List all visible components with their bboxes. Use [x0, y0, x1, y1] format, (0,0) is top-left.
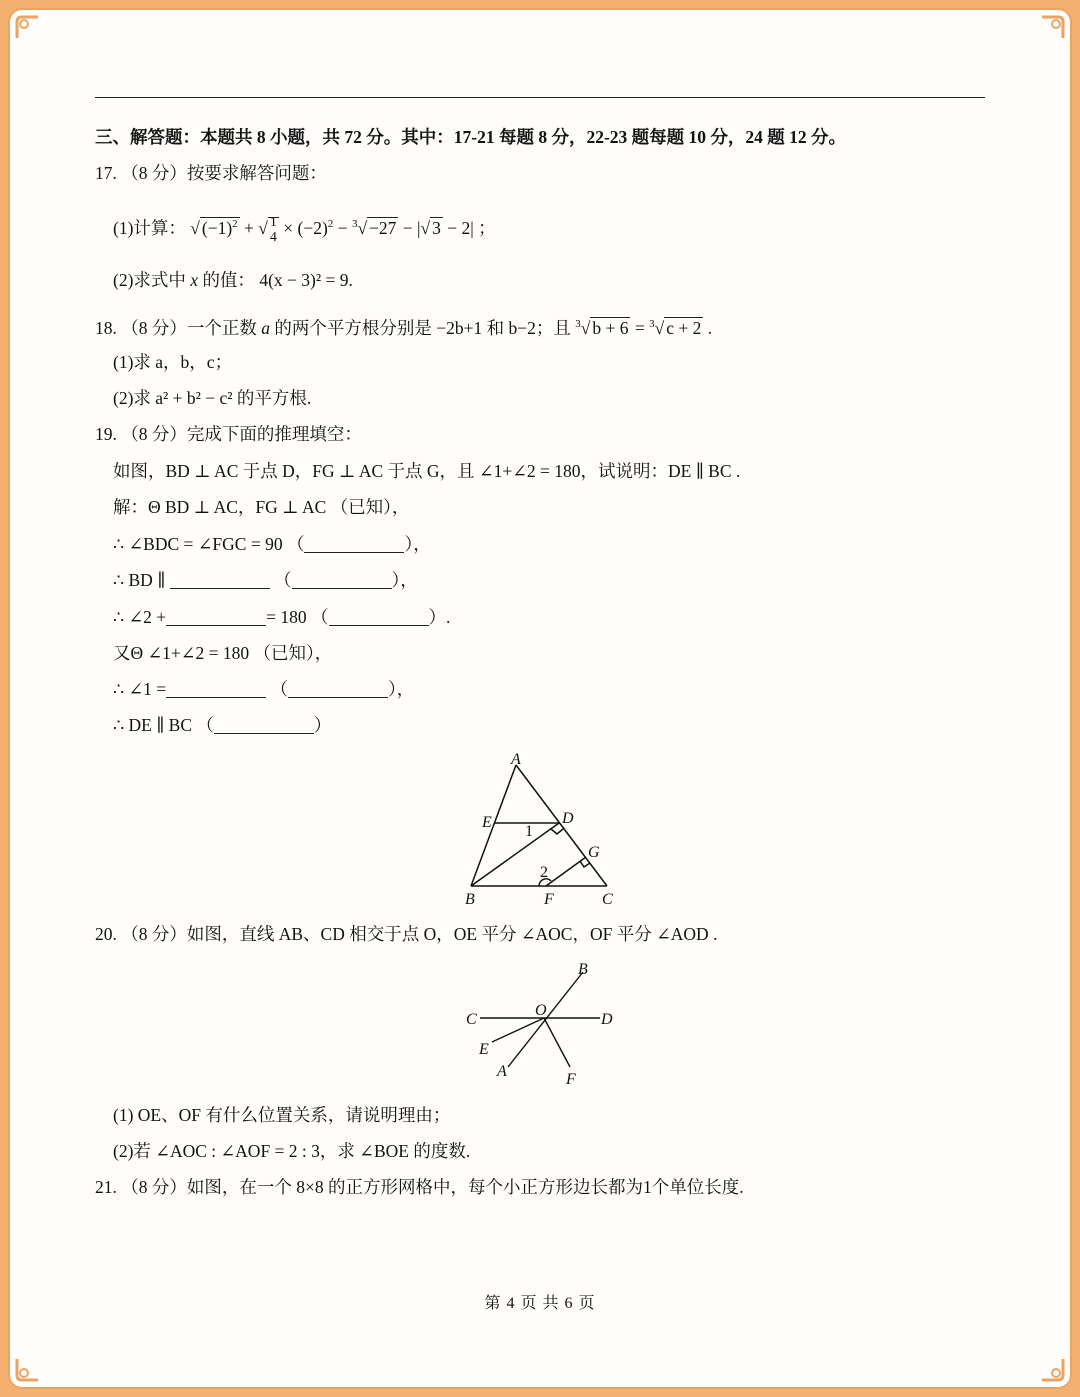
q17-part1 — [113, 212, 496, 245]
question-number: 21. — [95, 1177, 117, 1197]
question-number: 17. — [95, 163, 117, 183]
label-A: A — [497, 1063, 507, 1080]
answer-blank[interactable] — [288, 681, 388, 698]
corner-ornament-icon — [14, 1357, 40, 1383]
q19-step5: 又Θ ∠1+∠2 = 180 （已知）， — [113, 643, 333, 663]
equation: 4(x − 3)² = 9. — [259, 270, 353, 290]
question-number: 20. — [95, 924, 117, 944]
question-18 — [95, 312, 712, 340]
answer-blank[interactable] — [214, 717, 314, 734]
q19-step3 — [113, 568, 418, 592]
question-21 — [95, 1175, 744, 1199]
part-label: (2)求式中 — [113, 270, 186, 290]
math-expression: √ $(-1)^2$ + √ 1 $4 \times (-2)^2 - ^3√ -27$ − |√ 3 − 2| ； — [190, 214, 496, 245]
label-G: G — [588, 844, 600, 861]
q19-step7 — [113, 713, 331, 737]
label-angle-2: 2 — [540, 864, 548, 881]
right-angle-mark — [551, 829, 563, 834]
q20-part1: (1) OE、OF 有什么位置关系，请说明理由； — [113, 1105, 451, 1125]
label-angle-1: 1 — [525, 823, 533, 840]
q19-step4 — [113, 605, 450, 629]
answer-blank[interactable] — [166, 681, 266, 698]
q20-part2: (2)若 ∠AOC : ∠AOF = 2 : 3，求 ∠BOE 的度数. — [113, 1141, 471, 1161]
q18-part2: (2)求 a² + b² − c² 的平方根. — [113, 388, 312, 408]
step-text: ∴ ∠1 = — [113, 679, 167, 699]
label-B: B — [465, 891, 475, 908]
question-text: 的两个平方根分别是 −2b+1 和 b−2；且 — [274, 317, 571, 338]
step-text: ）， — [404, 534, 431, 554]
question-number: 19. — [95, 424, 117, 444]
label-E: E — [482, 814, 492, 831]
question-intro: （8 分）完成下面的推理填空： — [121, 424, 362, 444]
segment-AB — [471, 765, 516, 886]
step-text: ）. — [428, 607, 451, 627]
q17-part2 — [113, 268, 353, 292]
label-D: D — [601, 1011, 613, 1028]
page-footer: 第 4 页 共 6 页 — [484, 1295, 596, 1312]
answer-blank[interactable] — [170, 572, 270, 589]
step-text: = 180 （ — [266, 607, 329, 627]
section-heading: 三、解答题：本题共 8 小题，共 72 分。其中：17-21 每题 8 分，22-23 题每题 10 分，24 题 12 分。 — [95, 127, 847, 147]
part-text: 的值： — [202, 270, 255, 290]
label-E: E — [479, 1041, 489, 1058]
q19-step6 — [113, 677, 414, 701]
q18-part1: (1)求 a，b，c； — [113, 352, 233, 372]
q19-step2 — [113, 532, 431, 556]
corner-ornament-icon — [1040, 14, 1066, 40]
variable: x — [190, 270, 199, 290]
label-O: O — [535, 1002, 547, 1019]
label-C: C — [602, 891, 613, 908]
step-text: （ — [270, 679, 289, 699]
step-text: ∴ BD ∥ — [113, 570, 166, 590]
question-intro: （8 分）如图，在一个 8×8 的正方形网格中，每个小正方形边长都为1个单位长度. — [121, 1177, 744, 1197]
answer-blank[interactable] — [329, 609, 429, 626]
header-rule — [95, 97, 985, 98]
step-text: ）， — [391, 570, 418, 590]
question-intro: （8 分）一个正数 — [121, 317, 257, 338]
step-text: ∴ ∠BDC = ∠FGC = 90 （ — [113, 534, 305, 554]
question-intro: （8 分）如图，直线 AB、CD 相交于点 O，OE 平分 ∠AOC，OF 平分 ∠AOD . — [121, 924, 718, 944]
question-20 — [95, 922, 717, 946]
intersecting-lines-figure — [460, 955, 625, 1090]
q19-step1: 解：Θ BD ⊥ AC，FG ⊥ AC （已知）， — [113, 497, 410, 517]
label-F: F — [544, 891, 554, 908]
label-F: F — [566, 1071, 576, 1088]
step-text: ∴ ∠2 + — [113, 607, 167, 627]
part-label: (1)计算： — [113, 217, 186, 238]
question-intro: （8 分）按要求解答问题： — [121, 163, 327, 183]
ray-OE — [492, 1018, 544, 1042]
q19-given: 如图，BD ⊥ AC 于点 D，FG ⊥ AC 于点 G，且 ∠1+∠2 = 180，试说明：DE ∥ BC . — [113, 461, 741, 481]
label-B: B — [578, 961, 588, 978]
label-C: C — [466, 1011, 477, 1028]
step-text: （ — [274, 570, 292, 590]
variable: a — [261, 317, 270, 338]
label-D: D — [562, 810, 574, 827]
step-text: ）， — [388, 679, 415, 699]
corner-ornament-icon — [14, 14, 40, 40]
answer-blank[interactable] — [292, 572, 392, 589]
math-expression: $^3$√ b + 6 = $^3$√ c + 2 . — [575, 317, 713, 338]
ray-OF — [544, 1018, 570, 1067]
triangle-figure — [455, 745, 625, 910]
step-text: ∴ DE ∥ BC （ — [113, 715, 214, 735]
question-17 — [95, 161, 327, 185]
answer-blank[interactable] — [166, 609, 266, 626]
corner-ornament-icon — [1040, 1357, 1066, 1383]
step-text: ） — [313, 715, 332, 735]
question-number: 18. — [95, 317, 117, 338]
question-19 — [95, 422, 362, 446]
answer-blank[interactable] — [304, 536, 404, 553]
label-A: A — [511, 751, 521, 768]
